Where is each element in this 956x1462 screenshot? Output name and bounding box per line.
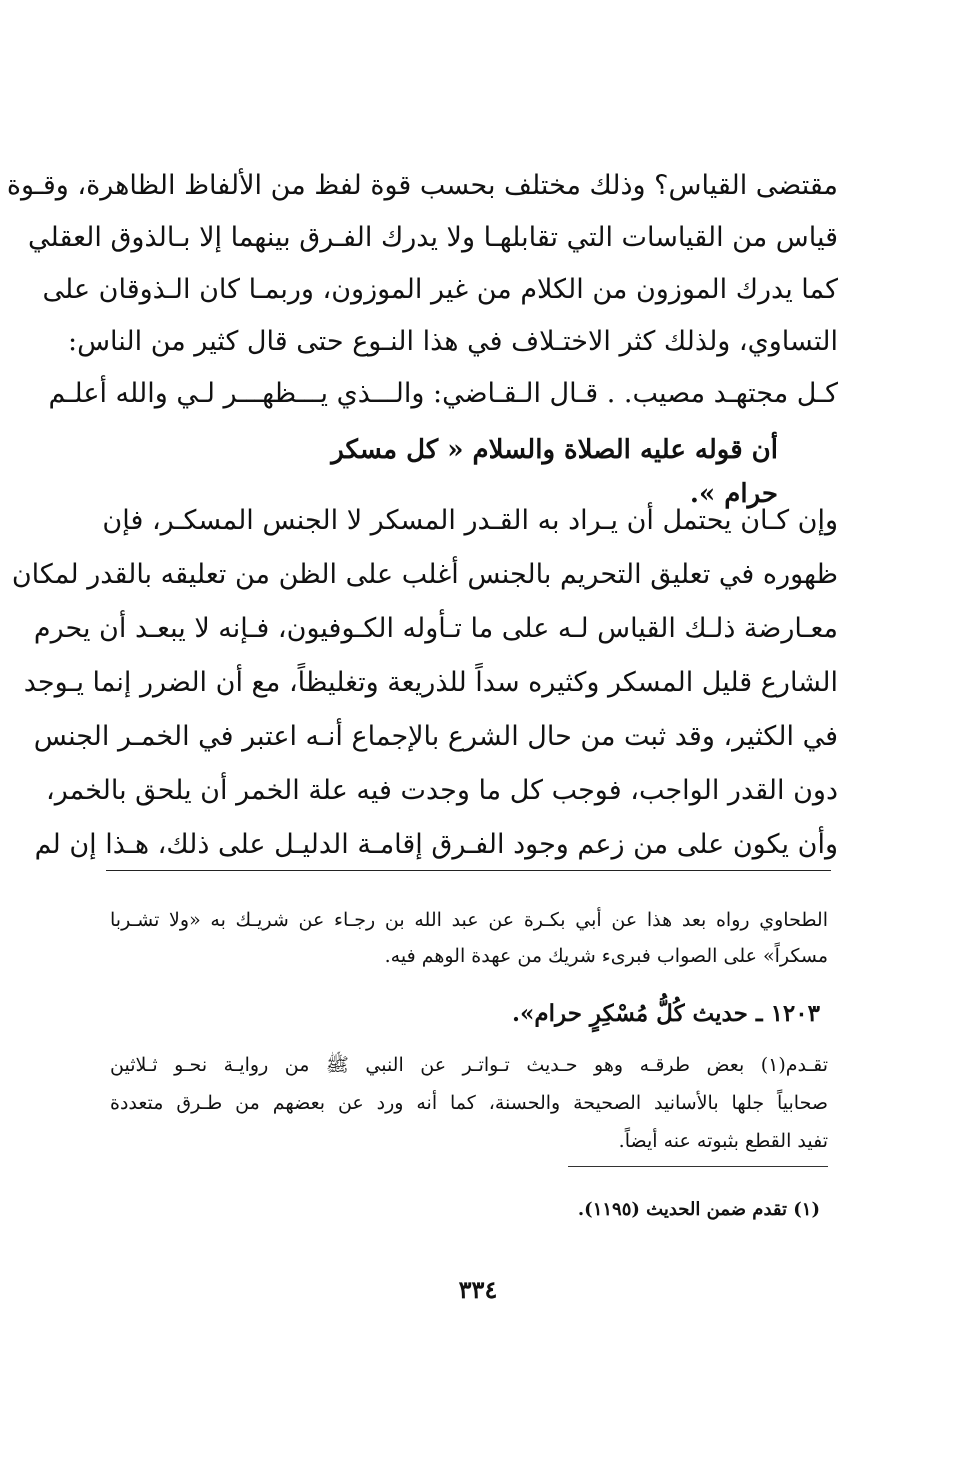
text-line: صحابياً جلها بالأسانيد الصحيحة والحسنة، كما أنه ورد عن بعضهم من طـرق متعددة xyxy=(110,1092,828,1114)
text-line: الطحاوي رواه بعد هذا عن أبي بكـرة عن عبد الله بن رجـاء عن شريـك به «ولا تشـربا xyxy=(110,909,828,931)
text-line: في الكثير، وقد ثبت من حال الشرع بالإجماع أنـه اعتبر في الخمـر الجنس xyxy=(33,721,838,752)
text-line: قياس من القياسات التي تقابلهـا ولا يدرك الفـرق بينهما إلا بـالذوق العقلي xyxy=(28,222,838,253)
text-line: كـل مجتهـد مصيب. . قـال الـقـاضي: والـــذي يـــظهـــر لـي والله أعلـم xyxy=(48,378,838,409)
text-line: تقـدم(١) بعض طرقـه وهو حـديث تـواتـر عن النبي ﷺ من روايـة نحـو ثـلاثين xyxy=(110,1054,828,1076)
text-line: مسكراً» على الصواب فبرىء شريك من عهدة الوهم فيه. xyxy=(384,945,828,967)
text-line: ظهوره في تعليق التحريم بالجنس أغلب على الظن من تعليقه بالقدر لمكان xyxy=(11,559,838,590)
main-paragraph-1 xyxy=(6,160,838,420)
text-line: الشارع قليل المسكر وكثيره سداً للذريعة وتغليظاً، مع أن الضرر إنما يـوجد xyxy=(23,667,838,698)
footnote-divider xyxy=(106,870,831,871)
text-line: وأن يكون على من زعم وجود الفـرق إقامـة الدليـل على ذلك، هـذا إن لم xyxy=(34,829,838,860)
footnote-quote xyxy=(110,902,828,974)
text-line: مقتضى القياس؟ وذلك مختلف بحسب قوة لفظ من الألفاظ الظاهرة، وقـوة xyxy=(6,170,838,201)
sub-footnote-divider xyxy=(568,1166,828,1167)
text-line: التساوي، ولذلك كثر الاختـلاف في هذا النـوع حتى قال كثير من الناس: xyxy=(67,326,838,357)
hadith-heading: ١٢٠٣ ـ حديث كُلُّ مُسْكِرٍ حرام». xyxy=(512,1000,820,1027)
text-line: تفيد القطع بثبوته عنه أيضاً. xyxy=(618,1130,828,1152)
text-line: دون القدر الواجب، فوجب كل ما وجدت فيه علة الخمر أن يلحق بالخمر، xyxy=(45,775,838,806)
section-heading: أن قوله عليه الصلاة والسلام « كل مسكر حرام ». xyxy=(331,435,778,509)
page-number: ٣٣٤ xyxy=(458,1275,498,1304)
text-line: وإن كـان يحتمل أن يـراد به القـدر المسكر لا الجنس المسكـر، فإن xyxy=(102,505,838,536)
text-line: كما يدرك الموزون من الكلام من غير الموزون، وربمـا كان الـذوقان على xyxy=(42,274,838,305)
sub-footnote: (١) تقدم ضمن الحديث (١١٩٥). xyxy=(577,1199,820,1220)
main-paragraph-2 xyxy=(11,494,838,872)
hadith-text xyxy=(110,1046,828,1160)
text-line: معـارضة ذلـك القياس لـه على ما تـأوله الكـوفيون، فـإنه لا يبعـد أن يحرم xyxy=(33,613,838,644)
